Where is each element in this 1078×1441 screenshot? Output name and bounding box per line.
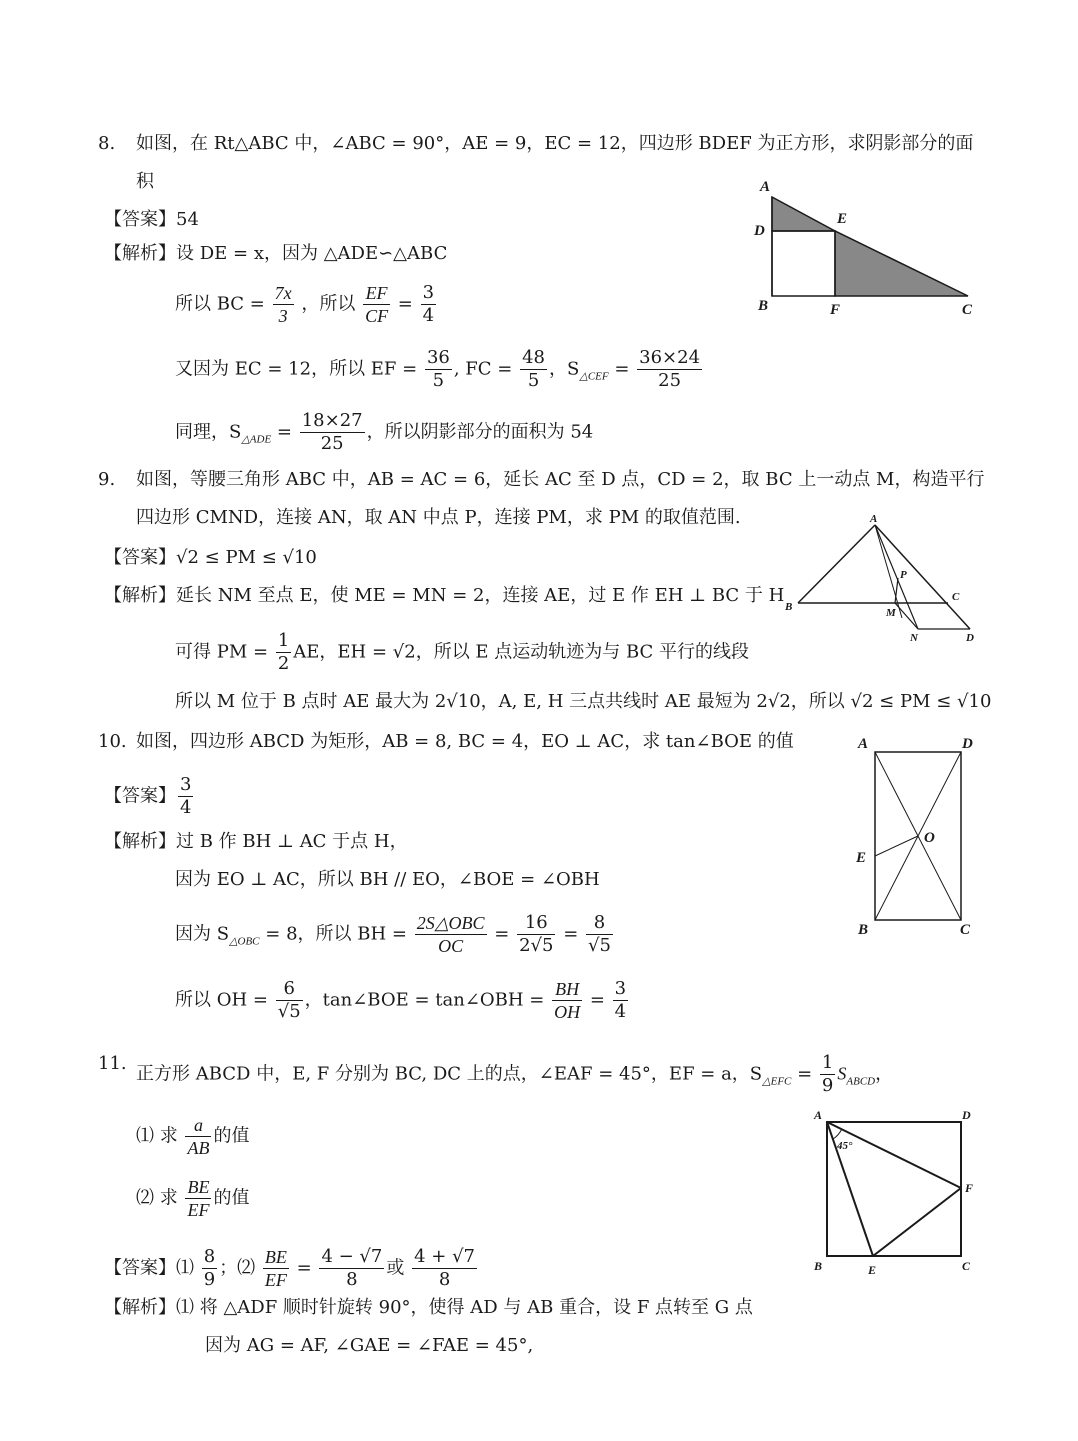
fraction: $\frac{16}{2√5}$ bbox=[519, 912, 554, 956]
q11-part1: ⑴ 求 $\frac{a}{AB}$ 的值 bbox=[136, 1115, 250, 1158]
fraction: $\frac{a}{AB}$ bbox=[187, 1115, 210, 1158]
svg-text:A: A bbox=[858, 736, 869, 752]
q8-analysis-line4: 同理，$S_{\triangle ADE}$ = $\frac{18\times 27}{25}$ ，所以阴影部分的面积为 54 bbox=[175, 410, 594, 454]
shaded-triangle-ade bbox=[772, 197, 835, 231]
q8-figure bbox=[750, 175, 990, 325]
q8-stem-line1: 如图，在 Rt△ABC 中，∠ABC = 90°，AE = 9，EC = 12，四边形 BDEF 为正方形，求阴影部分的面 bbox=[136, 133, 974, 154]
svg-text:B: B bbox=[814, 1259, 823, 1273]
svg-text:D: D bbox=[962, 736, 973, 752]
svg-text:N: N bbox=[910, 632, 918, 644]
svg-text:D: D bbox=[966, 632, 974, 644]
q11-analysis-line1: 【解析】⑴ 将 △ADF 顺时针旋转 90°，使得 AD 与 AB 重合，设 F 点转至 G 点 bbox=[104, 1297, 753, 1318]
q10-analysis-line1: 【解析】过 B 作 BH ⊥ AC 于点 H， bbox=[104, 831, 408, 852]
q9-analysis-line2: 可得 PM = $\frac{1}{2}$ AE，EH = √2，所以 E 点运动轨迹为与 BC 平行的线段 bbox=[175, 630, 750, 674]
svg-text:C: C bbox=[962, 1259, 971, 1273]
q9-figure bbox=[780, 508, 980, 648]
q8-number: 8. bbox=[98, 133, 116, 154]
square-bdef bbox=[772, 231, 835, 296]
svg-text:F: F bbox=[965, 1181, 974, 1195]
fraction: $\frac{EF}{CF}$ bbox=[365, 283, 389, 326]
svg-text:P: P bbox=[900, 569, 907, 581]
q10-analysis-line4: 所以 OH = $\frac{6}{√5}$ ，tan∠BOE = tan∠OBH = $\frac{BH}{OH}$ = $\frac{3}{4}$ bbox=[175, 978, 627, 1022]
q9-stem-line1: 如图，等腰三角形 ABC 中，AB = AC = 6，延长 AC 至 D 点，CD = 2，取 BC 上一动点 M，构造平行 bbox=[136, 469, 985, 490]
fraction: $\frac{3}{4}$ bbox=[614, 978, 627, 1022]
fraction: $\frac{7x}{3}$ bbox=[274, 283, 292, 326]
q11-answer: 【答案】⑴ $\frac{8}{9}$ ；⑵ $\frac{BE}{EF}$ = $\frac{4 - √7}{8}$ 或 $\frac{4 + √7}{8}$ bbox=[104, 1246, 475, 1290]
q10-answer: 【答案】 $\frac{3}{4}$ bbox=[104, 774, 192, 818]
q9-number: 9. bbox=[98, 469, 116, 490]
svg-text:C: C bbox=[960, 922, 971, 938]
q11-analysis-line2: 因为 AG = AF, ∠GAE = ∠FAE = 45°, bbox=[205, 1335, 534, 1356]
q11-figure bbox=[808, 1102, 988, 1282]
fraction: $\frac{8}{√5}$ bbox=[588, 912, 611, 956]
fraction: $\frac{36\times 24}{25}$ bbox=[639, 347, 701, 391]
svg-text:M: M bbox=[886, 607, 896, 619]
q9-analysis-line3: 所以 M 位于 B 点时 AE 最大为 2√10，A, E, H 三点共线时 AE 最短为 2√2，所以 √2 ≤ PM ≤ √10 bbox=[175, 691, 992, 712]
fraction: $\frac{6}{√5}$ bbox=[277, 978, 301, 1022]
q10-analysis-line3: 因为 $S_{\triangle OBC} = 8$，所以 BH = 2S△OBC OC = $\frac{16}{2√5}$ = $\frac{8}{√5}$ bbox=[175, 912, 611, 956]
fraction: $\frac{36}{5}$ bbox=[426, 347, 450, 391]
q8-stem-line2: 积 bbox=[136, 171, 154, 192]
svg-text:A: A bbox=[870, 513, 878, 525]
svg-text:E: E bbox=[856, 850, 867, 866]
q10-number: 10. bbox=[98, 731, 127, 752]
q9-analysis-line1: 【解析】延长 NM 至点 E，使 ME = MN = 2，连接 AE，过 E 作 EH ⊥ BC 于 H bbox=[104, 585, 785, 606]
label-a: A bbox=[760, 179, 771, 195]
fraction: $\frac{3}{4}$ bbox=[422, 282, 435, 326]
q11-stem: 正方形 ABCD 中，E, F 分别为 BC, DC 上的点，∠EAF = 45°，EF = a，$S_{\triangle EFC}$ = $\frac{1}{9}$ $S_{ABCD}$， bbox=[136, 1052, 894, 1096]
label-c: C bbox=[962, 302, 973, 318]
svg-text:A: A bbox=[814, 1108, 823, 1122]
fraction: $\frac{BE}{EF}$ bbox=[187, 1177, 210, 1220]
q10-stem: 如图，四边形 ABCD 为矩形，AB = 8, BC = 4，EO ⊥ AC，求 tan∠BOE 的值 bbox=[136, 731, 794, 752]
fraction: $\frac{3}{4}$ bbox=[180, 774, 192, 818]
q8-analysis-line3: 又因为 EC = 12，所以 EF = $\frac{36}{5}$ , FC = $\frac{48}{5}$ ，$S_{\triangle CEF}$ = $\frac{36\times 24}{25}$ bbox=[175, 347, 701, 391]
svg-text:45°: 45° bbox=[837, 1140, 853, 1152]
label-d: D bbox=[754, 223, 765, 239]
fraction: $\frac{48}{5}$ bbox=[522, 347, 546, 391]
q11-part2: ⑵ 求 $\frac{BE}{EF}$ 的值 bbox=[136, 1177, 250, 1220]
q8-analysis-line1: 【解析】设 DE = x，因为 △ADE∽△ABC bbox=[104, 243, 448, 264]
fraction: 2S△OBC OC bbox=[416, 913, 485, 956]
fraction: $\frac{1}{2}$ bbox=[277, 630, 290, 674]
q8-analysis-line2: 所以 BC = $\frac{7x}{3}$ ，所以 $\frac{EF}{CF}$ = $\frac{3}{4}$ bbox=[175, 282, 435, 326]
q11-number: 11. bbox=[98, 1053, 127, 1074]
fraction: $\frac{BH}{OH}$ bbox=[554, 979, 581, 1022]
label-e: E bbox=[837, 211, 848, 227]
svg-text:B: B bbox=[785, 601, 793, 613]
fraction: $\frac{1}{9}$ bbox=[821, 1052, 834, 1096]
q8-answer: 【答案】54 bbox=[104, 209, 199, 230]
fraction: $\frac{18\times 27}{25}$ bbox=[301, 410, 363, 454]
fraction: $\frac{BE}{EF}$ bbox=[264, 1247, 287, 1290]
fraction: $\frac{4 - √7}{8}$ bbox=[321, 1246, 383, 1290]
svg-text:C: C bbox=[952, 591, 960, 603]
svg-text:O: O bbox=[924, 830, 935, 846]
shaded-triangle-efc bbox=[835, 231, 968, 296]
q10-analysis-line2: 因为 EO ⊥ AC，所以 BH // EO，∠BOE = ∠OBH bbox=[175, 869, 600, 890]
svg-text:E: E bbox=[868, 1263, 877, 1277]
fraction: $\frac{4 + √7}{8}$ bbox=[414, 1246, 475, 1290]
fraction: $\frac{8}{9}$ bbox=[203, 1246, 216, 1290]
label-b: B bbox=[758, 298, 769, 314]
q10-figure bbox=[850, 732, 990, 942]
q9-answer: 【答案】√2 ≤ PM ≤ √10 bbox=[104, 547, 317, 568]
label-f: F bbox=[830, 302, 841, 318]
q9-stem-line2: 四边形 CMND，连接 AN，取 AN 中点 P，连接 PM，求 PM 的取值范围. bbox=[136, 507, 741, 528]
svg-text:D: D bbox=[962, 1108, 971, 1122]
svg-text:B: B bbox=[858, 922, 869, 938]
